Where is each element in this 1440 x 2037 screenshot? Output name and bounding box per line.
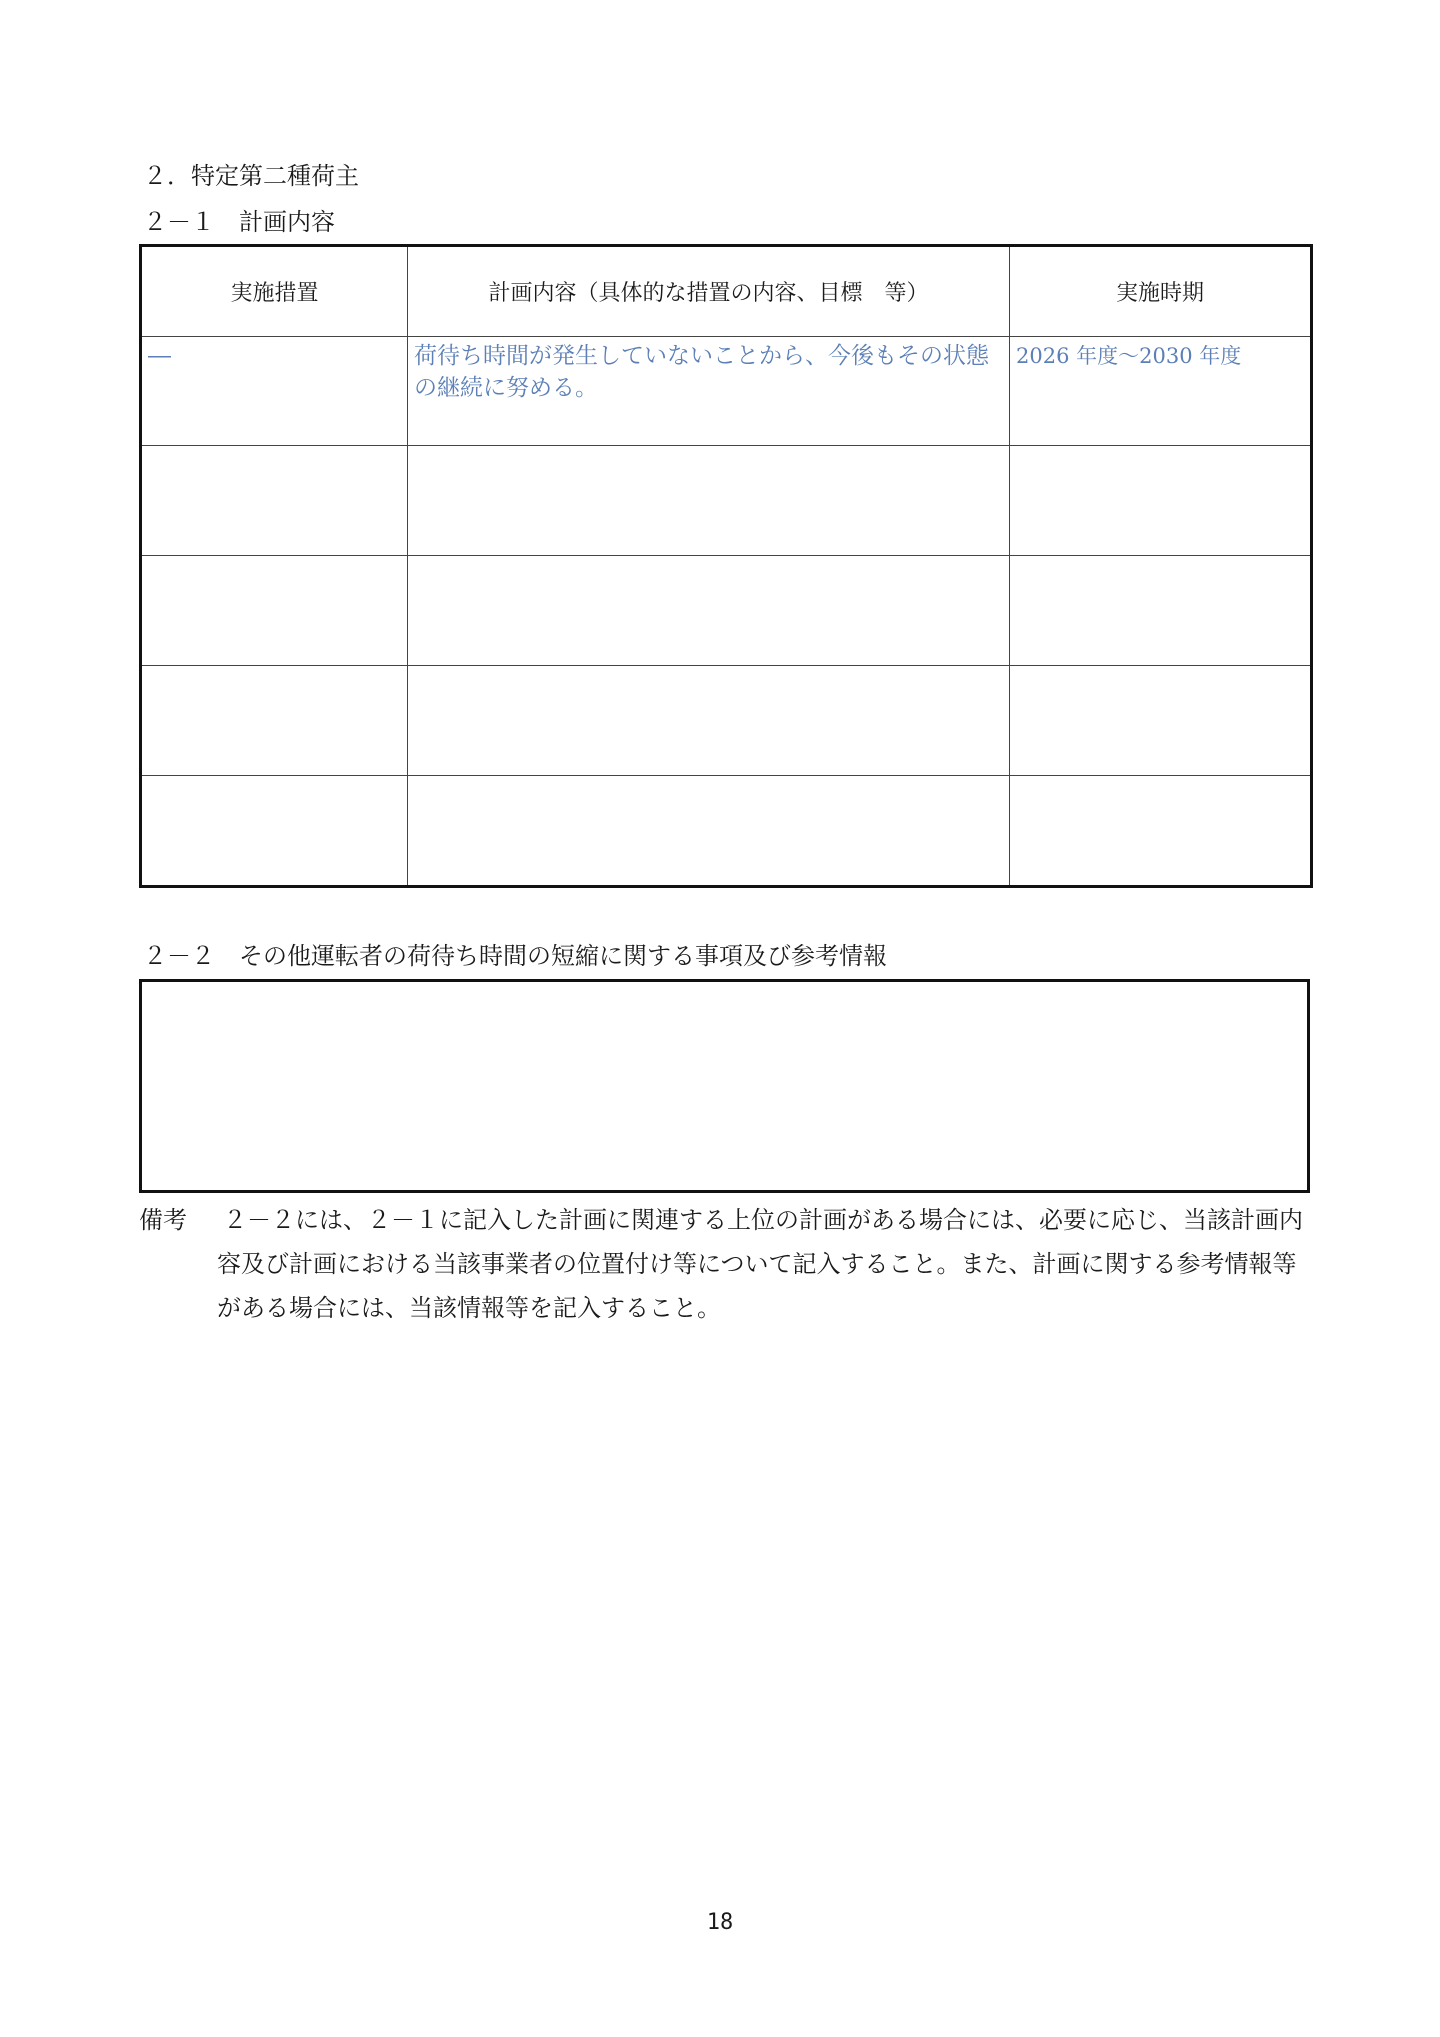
remarks-text: ２－２には、２－１に記入した計画に関連する上位の計画がある場合には、必要に応じ、当該計画内容及び計画における当該事業者の位置付け等について記入すること。また、計画に関する参考情報等がある場合には、当該情報等を記入すること。 <box>217 1206 1303 1322</box>
table-row <box>141 666 1312 776</box>
table-header-row <box>141 246 1312 337</box>
measure-cell[interactable] <box>141 446 408 556</box>
content-cell[interactable] <box>408 776 1010 887</box>
measure-cell[interactable] <box>141 666 408 776</box>
section-heading: ２．特定第二種荷主 <box>143 162 359 190</box>
period-cell[interactable] <box>1010 556 1312 666</box>
measure-text: ― <box>148 342 171 369</box>
measure-text <box>142 666 407 672</box>
content-text <box>408 776 1009 782</box>
remarks-label: 備考 <box>139 1206 187 1234</box>
content-cell[interactable] <box>408 336 1010 446</box>
other-info-text <box>142 982 1307 988</box>
other-info-box[interactable] <box>139 979 1310 1193</box>
plan-table <box>139 244 1313 888</box>
period-cell[interactable] <box>1010 776 1312 887</box>
measure-text <box>142 446 407 452</box>
period-text <box>1010 556 1310 562</box>
header-content: 計画内容（具体的な措置の内容、目標 等） <box>408 246 1010 337</box>
content-cell[interactable] <box>408 666 1010 776</box>
measure-cell[interactable] <box>141 776 408 887</box>
content-cell[interactable] <box>408 446 1010 556</box>
page-number: 18 <box>706 1910 734 1935</box>
measure-text <box>142 556 407 562</box>
header-measure: 実施措置 <box>141 246 408 337</box>
period-cell[interactable] <box>1010 446 1312 556</box>
measure-text <box>142 776 407 782</box>
period-cell[interactable] <box>1010 666 1312 776</box>
measure-cell[interactable] <box>141 336 408 446</box>
period-text <box>1010 446 1310 452</box>
table-row <box>141 336 1312 446</box>
measure-cell[interactable] <box>141 556 408 666</box>
table-row <box>141 776 1312 887</box>
content-text <box>408 446 1009 452</box>
subsection-heading-2-1: ２－１ 計画内容 <box>143 208 335 236</box>
content-text: 荷待ち時間が発生していないことから、今後もその状態の継続に努める。 <box>414 342 989 401</box>
subsection-heading-2-2: ２－２ その他運転者の荷待ち時間の短縮に関する事項及び参考情報 <box>143 942 887 970</box>
period-text <box>1010 666 1310 672</box>
content-text <box>408 556 1009 562</box>
period-cell[interactable] <box>1010 336 1312 446</box>
period-text <box>1010 776 1310 782</box>
table-row <box>141 446 1312 556</box>
table-row <box>141 556 1312 666</box>
header-period: 実施時期 <box>1010 246 1312 337</box>
content-text <box>408 666 1009 672</box>
content-cell[interactable] <box>408 556 1010 666</box>
period-text: 2026 年度～2030 年度 <box>1016 343 1242 368</box>
